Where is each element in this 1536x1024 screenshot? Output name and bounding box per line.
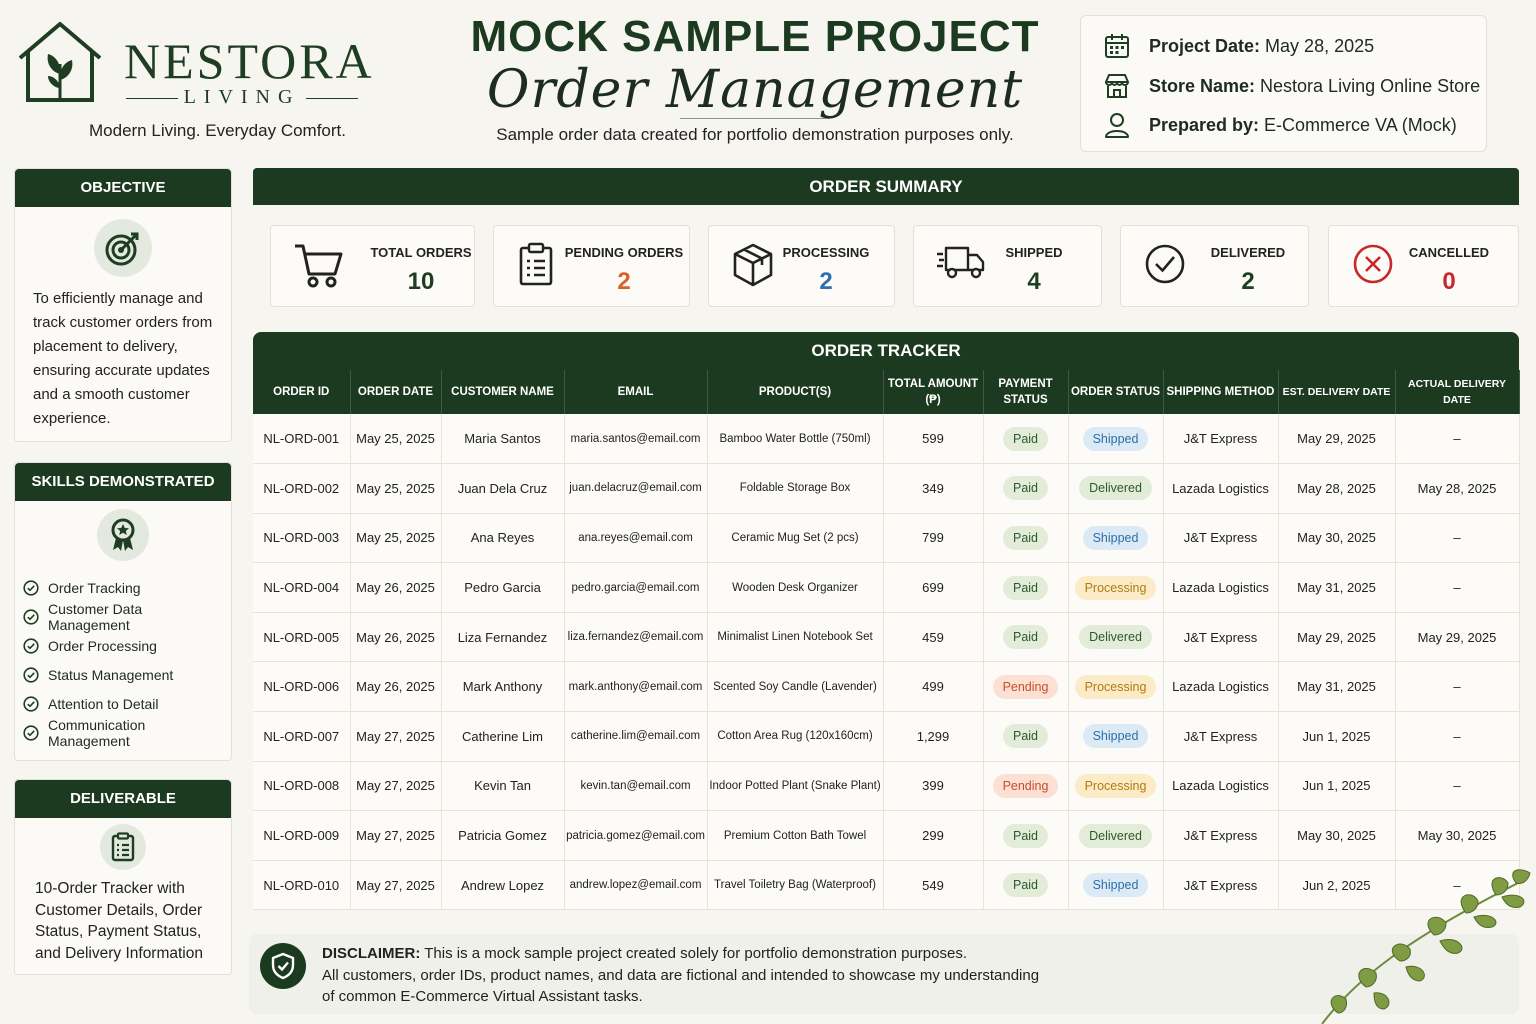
payment-status-badge: Pending — [993, 774, 1059, 798]
cell-shipping-method: J&T Express — [1163, 712, 1278, 762]
skill-label: Order Tracking — [48, 579, 141, 596]
cell-payment-status — [983, 563, 1068, 613]
cell-product: Scented Soy Candle (Lavender) — [707, 662, 883, 712]
cell-payment-status — [983, 811, 1068, 861]
disclaimer-line-1: This is a mock sample project created solely for portfolio demonstration purposes. — [424, 945, 967, 962]
cell-shipping-method: J&T Express — [1163, 513, 1278, 563]
check-circle-icon — [23, 667, 39, 683]
order-status-badge: Shipped — [1083, 724, 1149, 748]
order-status-badge: Processing — [1075, 576, 1157, 600]
cell-order-status — [1068, 563, 1163, 613]
skill-item — [23, 660, 223, 689]
cell-product: Wooden Desk Organizer — [707, 563, 883, 613]
order-summary — [253, 168, 1519, 316]
cell-email: liza.fernandez@email.com — [564, 612, 707, 662]
skill-item — [23, 602, 223, 631]
cell-order-status — [1068, 513, 1163, 563]
payment-status-badge: Paid — [1003, 873, 1048, 897]
cell-total-amount: 499 — [883, 662, 983, 712]
cell-email: maria.santos@email.com — [564, 414, 707, 464]
order-status-badge: Shipped — [1083, 427, 1149, 451]
prepared-by-label: Prepared by: — [1149, 114, 1260, 135]
cell-total-amount: 799 — [883, 513, 983, 563]
cell-est-delivery-date: May 31, 2025 — [1278, 563, 1395, 613]
cell-payment-status — [983, 860, 1068, 910]
cell-order-date: May 26, 2025 — [350, 563, 441, 613]
cell-email: mark.anthony@email.com — [564, 662, 707, 712]
cell-customer-name: Liza Fernandez — [441, 612, 564, 662]
cell-order-status — [1068, 761, 1163, 811]
cell-customer-name: Andrew Lopez — [441, 860, 564, 910]
check-circle-icon — [23, 696, 39, 712]
cell-actual-delivery-date: – — [1395, 563, 1519, 613]
cell-payment-status — [983, 612, 1068, 662]
house-leaf-icon — [14, 18, 106, 110]
skill-label: Attention to Detail — [48, 695, 159, 712]
cell-product: Indoor Potted Plant (Snake Plant) — [707, 761, 883, 811]
objective-heading: OBJECTIVE — [15, 169, 231, 207]
skill-label: Order Processing — [48, 637, 157, 654]
column-header: EMAIL — [564, 370, 707, 414]
table-row — [253, 464, 1519, 514]
cell-actual-delivery-date: May 30, 2025 — [1395, 811, 1519, 861]
payment-status-badge: Pending — [993, 675, 1059, 699]
order-status-badge: Shipped — [1083, 873, 1149, 897]
order-tracker-heading: ORDER TRACKER — [253, 332, 1519, 370]
summary-card-label: PENDING ORDERS — [564, 245, 684, 260]
cell-order-id: NL-ORD-008 — [253, 761, 350, 811]
table-row — [253, 414, 1519, 464]
skill-item — [23, 631, 223, 660]
order-table — [253, 370, 1520, 910]
disclaimer-label: DISCLAIMER: — [322, 945, 421, 962]
cell-order-id: NL-ORD-004 — [253, 563, 350, 613]
disclaimer-line-2: All customers, order IDs, product names, and data are fictional and intended to showcase my understanding — [322, 966, 1040, 984]
order-status-badge: Processing — [1075, 675, 1157, 699]
cell-order-id: NL-ORD-010 — [253, 860, 350, 910]
cell-order-date: May 25, 2025 — [350, 414, 441, 464]
column-header: ACTUAL DELIVERY DATE — [1395, 370, 1519, 414]
payment-status-badge: Paid — [1003, 427, 1048, 451]
cell-email: pedro.garcia@email.com — [564, 563, 707, 613]
table-row — [253, 811, 1519, 861]
summary-card-shipped — [913, 225, 1102, 307]
cell-order-id: NL-ORD-001 — [253, 414, 350, 464]
order-status-badge: Delivered — [1079, 824, 1152, 848]
summary-card-value: 4 — [1027, 268, 1041, 295]
cell-order-id: NL-ORD-002 — [253, 464, 350, 514]
cell-shipping-method: J&T Express — [1163, 414, 1278, 464]
summary-card-label: SHIPPED — [1005, 245, 1063, 260]
summary-card-value: 2 — [819, 268, 833, 295]
table-header-row — [253, 370, 1519, 414]
skill-item — [23, 718, 223, 747]
skills-list — [15, 573, 231, 747]
disclaimer-text — [322, 943, 1082, 1008]
skills-heading: SKILLS DEMONSTRATED — [15, 463, 231, 501]
summary-card-value: 0 — [1442, 268, 1456, 295]
deliverable-panel — [14, 779, 232, 975]
summary-card-total-orders — [270, 225, 475, 307]
check-circle-icon — [23, 638, 39, 654]
summary-card-pending-orders — [493, 225, 690, 307]
cell-customer-name: Juan Dela Cruz — [441, 464, 564, 514]
cell-shipping-method: Lazada Logistics — [1163, 662, 1278, 712]
store-icon — [1103, 72, 1131, 100]
cell-est-delivery-date: May 30, 2025 — [1278, 811, 1395, 861]
cell-payment-status — [983, 513, 1068, 563]
project-date-row — [1103, 32, 1374, 60]
order-summary-heading: ORDER SUMMARY — [253, 168, 1519, 205]
cell-total-amount: 699 — [883, 563, 983, 613]
summary-card-cancelled — [1328, 225, 1519, 307]
cell-est-delivery-date: May 29, 2025 — [1278, 414, 1395, 464]
cell-order-date: May 27, 2025 — [350, 860, 441, 910]
cell-actual-delivery-date: May 29, 2025 — [1395, 612, 1519, 662]
cell-product: Foldable Storage Box — [707, 464, 883, 514]
column-header: PAYMENT STATUS — [983, 370, 1068, 414]
cell-order-id: NL-ORD-005 — [253, 612, 350, 662]
cell-payment-status — [983, 414, 1068, 464]
cell-product: Minimalist Linen Notebook Set — [707, 612, 883, 662]
brand-tagline: Modern Living. Everyday Comfort. — [89, 121, 346, 140]
cell-order-status — [1068, 811, 1163, 861]
cell-shipping-method: J&T Express — [1163, 860, 1278, 910]
check-circle-icon — [23, 609, 39, 625]
payment-status-badge: Paid — [1003, 724, 1048, 748]
brand-sub: LIVING — [124, 86, 360, 109]
table-row — [253, 513, 1519, 563]
brand-name: NESTORA — [124, 33, 375, 89]
summary-card-label: DELIVERED — [1210, 245, 1286, 260]
skill-item — [23, 573, 223, 602]
clipboard-icon — [516, 242, 556, 288]
cell-product: Cotton Area Rug (120x160cm) — [707, 712, 883, 762]
cell-shipping-method: Lazada Logistics — [1163, 464, 1278, 514]
cell-email: patricia.gomez@email.com — [564, 811, 707, 861]
summary-card-processing — [708, 225, 895, 307]
calendar-icon — [1103, 32, 1131, 60]
order-status-badge: Delivered — [1079, 625, 1152, 649]
cell-order-date: May 25, 2025 — [350, 464, 441, 514]
store-name-label: Store Name: — [1149, 75, 1256, 96]
cell-email: ana.reyes@email.com — [564, 513, 707, 563]
objective-text: To efficiently manage and track customer orders from placement to delivery, ensuring accurate updates and a smooth customer experience. — [33, 290, 213, 427]
page-title: MOCK SAMPLE PROJECT — [470, 12, 1040, 61]
deliverable-text: 10-Order Tracker with Customer Details, Order Status, Payment Status, and Delivery Information — [35, 880, 203, 962]
cell-order-id: NL-ORD-009 — [253, 811, 350, 861]
summary-card-value: 10 — [407, 268, 435, 295]
cell-total-amount: 399 — [883, 761, 983, 811]
cell-est-delivery-date: Jun 1, 2025 — [1278, 712, 1395, 762]
user-icon — [1103, 111, 1131, 139]
project-info-card — [1080, 15, 1487, 152]
cell-email: catherine.lim@email.com — [564, 712, 707, 762]
payment-status-badge: Paid — [1003, 576, 1048, 600]
cell-customer-name: Kevin Tan — [441, 761, 564, 811]
column-header: PRODUCT(S) — [707, 370, 883, 414]
cell-order-status — [1068, 662, 1163, 712]
skill-label: Status Management — [48, 666, 174, 683]
cell-shipping-method: Lazada Logistics — [1163, 761, 1278, 811]
cell-est-delivery-date: May 31, 2025 — [1278, 662, 1395, 712]
cell-actual-delivery-date: – — [1395, 414, 1519, 464]
cell-order-status — [1068, 612, 1163, 662]
summary-card-value: 2 — [617, 268, 631, 295]
cell-est-delivery-date: Jun 2, 2025 — [1278, 860, 1395, 910]
column-header: EST. DELIVERY DATE — [1278, 370, 1395, 414]
table-row — [253, 712, 1519, 762]
cell-order-date: May 26, 2025 — [350, 612, 441, 662]
cell-email: kevin.tan@email.com — [564, 761, 707, 811]
page-subtitle: Sample order data created for portfolio demonstration purposes only. — [496, 125, 1014, 144]
cell-order-id: NL-ORD-007 — [253, 712, 350, 762]
cell-order-date: May 26, 2025 — [350, 662, 441, 712]
objective-panel — [14, 168, 232, 442]
order-status-badge: Processing — [1075, 774, 1157, 798]
brand-logo — [14, 18, 374, 148]
column-header: ORDER STATUS — [1068, 370, 1163, 414]
table-row — [253, 612, 1519, 662]
shield-check-icon — [260, 943, 306, 989]
store-name-row — [1103, 72, 1480, 100]
page-script-title: Order Management — [486, 60, 1024, 120]
cell-order-status — [1068, 712, 1163, 762]
skill-item — [23, 689, 223, 718]
payment-status-badge: Paid — [1003, 526, 1048, 550]
check-circle-icon — [23, 725, 39, 741]
cell-payment-status — [983, 712, 1068, 762]
cell-customer-name: Ana Reyes — [441, 513, 564, 563]
cell-customer-name: Catherine Lim — [441, 712, 564, 762]
prepared-by-row — [1103, 111, 1457, 139]
cell-shipping-method: J&T Express — [1163, 612, 1278, 662]
cell-order-date: May 25, 2025 — [350, 513, 441, 563]
summary-card-value: 2 — [1241, 268, 1255, 295]
column-header: ORDER DATE — [350, 370, 441, 414]
cell-customer-name: Patricia Gomez — [441, 811, 564, 861]
target-icon — [94, 219, 152, 277]
cell-total-amount: 549 — [883, 860, 983, 910]
payment-status-badge: Paid — [1003, 476, 1048, 500]
cell-est-delivery-date: May 29, 2025 — [1278, 612, 1395, 662]
cell-customer-name: Pedro Garcia — [441, 563, 564, 613]
cell-customer-name: Maria Santos — [441, 414, 564, 464]
cell-est-delivery-date: Jun 1, 2025 — [1278, 761, 1395, 811]
cell-email: juan.delacruz@email.com — [564, 464, 707, 514]
cell-product: Premium Cotton Bath Towel — [707, 811, 883, 861]
cell-order-date: May 27, 2025 — [350, 712, 441, 762]
cell-order-status — [1068, 860, 1163, 910]
order-status-badge: Shipped — [1083, 526, 1149, 550]
cell-payment-status — [983, 662, 1068, 712]
deliverable-heading: DELIVERABLE — [15, 780, 231, 818]
table-row — [253, 563, 1519, 613]
skills-panel — [14, 462, 232, 761]
clipboard-icon — [100, 824, 146, 870]
project-date-value: May 28, 2025 — [1265, 35, 1375, 56]
cell-actual-delivery-date: May 28, 2025 — [1395, 464, 1519, 514]
payment-status-badge: Paid — [1003, 625, 1048, 649]
cell-est-delivery-date: May 28, 2025 — [1278, 464, 1395, 514]
cell-actual-delivery-date: – — [1395, 662, 1519, 712]
check-circle-icon — [1143, 242, 1187, 286]
summary-card-label: PROCESSING — [782, 245, 870, 260]
cell-actual-delivery-date: – — [1395, 761, 1519, 811]
award-ribbon-icon — [97, 509, 149, 561]
cell-order-status — [1068, 464, 1163, 514]
table-row — [253, 662, 1519, 712]
cell-product: Ceramic Mug Set (2 pcs) — [707, 513, 883, 563]
project-date-label: Project Date: — [1149, 35, 1261, 56]
cell-actual-delivery-date: – — [1395, 860, 1519, 910]
prepared-by-value: E-Commerce VA (Mock) — [1264, 114, 1457, 135]
cart-icon — [293, 242, 345, 290]
cell-shipping-method: J&T Express — [1163, 811, 1278, 861]
cell-payment-status — [983, 464, 1068, 514]
column-header: ORDER ID — [253, 370, 350, 414]
column-header: CUSTOMER NAME — [441, 370, 564, 414]
leaf-branch-icon — [1316, 869, 1536, 1024]
cell-total-amount: 599 — [883, 414, 983, 464]
store-name-value: Nestora Living Online Store — [1260, 75, 1481, 96]
page-title-block — [455, 12, 1055, 145]
cell-total-amount: 349 — [883, 464, 983, 514]
summary-card-label: CANCELLED — [1408, 245, 1490, 260]
cell-customer-name: Mark Anthony — [441, 662, 564, 712]
order-tracker — [253, 332, 1519, 910]
disclaimer-line-3: of common E-Commerce Virtual Assistant tasks. — [322, 988, 643, 1005]
skill-label: Communication Management — [48, 716, 146, 749]
cell-product: Travel Toiletry Bag (Waterproof) — [707, 860, 883, 910]
cell-order-id: NL-ORD-006 — [253, 662, 350, 712]
cell-est-delivery-date: May 30, 2025 — [1278, 513, 1395, 563]
summary-card-label: TOTAL ORDERS — [370, 245, 472, 260]
cell-order-status — [1068, 414, 1163, 464]
summary-card-delivered — [1120, 225, 1309, 307]
order-status-badge: Delivered — [1079, 476, 1152, 500]
cell-actual-delivery-date: – — [1395, 712, 1519, 762]
cell-total-amount: 299 — [883, 811, 983, 861]
cell-total-amount: 1,299 — [883, 712, 983, 762]
cell-product: Bamboo Water Bottle (750ml) — [707, 414, 883, 464]
skill-label: Customer Data Management — [48, 600, 143, 633]
cell-order-date: May 27, 2025 — [350, 811, 441, 861]
cell-actual-delivery-date: – — [1395, 513, 1519, 563]
cell-payment-status — [983, 761, 1068, 811]
cell-total-amount: 459 — [883, 612, 983, 662]
cell-order-id: NL-ORD-003 — [253, 513, 350, 563]
column-header: TOTAL AMOUNT (₱) — [883, 370, 983, 414]
check-circle-icon — [23, 580, 39, 596]
cell-shipping-method: Lazada Logistics — [1163, 563, 1278, 613]
cell-email: andrew.lopez@email.com — [564, 860, 707, 910]
column-header: SHIPPING METHOD — [1163, 370, 1278, 414]
cell-order-date: May 27, 2025 — [350, 761, 441, 811]
table-row — [253, 761, 1519, 811]
payment-status-badge: Paid — [1003, 824, 1048, 848]
